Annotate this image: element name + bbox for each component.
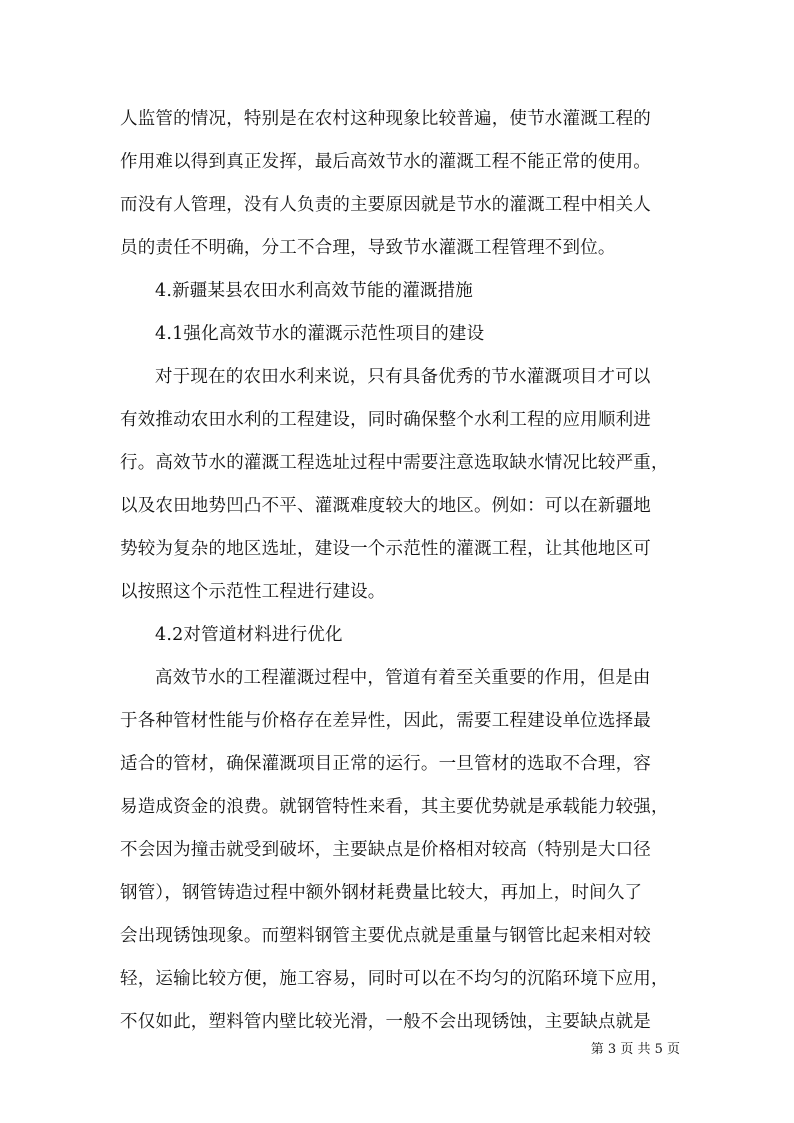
- paragraph-line: 对于现在的农田水利来说，只有具备优秀的节水灌溉项目才可以: [155, 367, 651, 387]
- paragraph-line: 以及农田地势凹凸不平、灌溉难度较大的地区。例如：可以在新疆地: [120, 496, 651, 516]
- paragraph-line: 人监管的情况，特别是在农村这种现象比较普遍，使节水灌溉工程的: [120, 109, 651, 129]
- paragraph-line: 行。高效节水的灌溉工程选址过程中需要注意选取缺水情况比较严重，: [120, 453, 669, 473]
- paragraph-line: 以按照这个示范性工程进行建设。: [120, 582, 386, 602]
- paragraph-line: 员的责任不明确，分工不合理，导致节水灌溉工程管理不到位。: [120, 238, 616, 258]
- paragraph-line: 于各种管材性能与价格存在差异性，因此，需要工程建设单位选择最: [120, 711, 651, 731]
- paragraph-line: 有效推动农田水利的工程建设，同时确保整个水利工程的应用顺利进: [120, 410, 651, 430]
- paragraph-line: 作用难以得到真正发挥，最后高效节水的灌溉工程不能正常的使用。: [120, 152, 651, 172]
- subsection-heading: 4.1强化高效节水的灌溉示范性项目的建设: [155, 324, 485, 344]
- paragraph-line: 轻，运输比较方便，施工容易，同时可以在不均匀的沉陷环境下应用，: [120, 969, 669, 989]
- subsection-heading: 4.2对管道材料进行优化: [155, 625, 343, 645]
- paragraph-line: 易造成资金的浪费。就钢管特性来看，其主要优势就是承载能力较强，: [120, 797, 669, 817]
- paragraph-line: 不会因为撞击就受到破坏，主要缺点是价格相对较高（特别是大口径: [120, 840, 651, 860]
- section-heading: 4.新疆某县农田水利高效节能的灌溉措施: [155, 281, 473, 301]
- paragraph-line: 会出现锈蚀现象。而塑料钢管主要优点就是重量与钢管比起来相对较: [120, 926, 651, 946]
- paragraph-line: 势较为复杂的地区选址，建设一个示范性的灌溉工程，让其他地区可: [120, 539, 651, 559]
- paragraph-line: 高效节水的工程灌溉过程中，管道有着至关重要的作用，但是由: [155, 668, 651, 688]
- paragraph-line: 而没有人管理，没有人负责的主要原因就是节水的灌溉工程中相关人: [120, 195, 651, 215]
- paragraph-line: 不仅如此，塑料管内壁比较光滑，一般不会出现锈蚀，主要缺点就是: [120, 1012, 651, 1032]
- page-number: 第 3 页 共 5 页: [590, 1042, 680, 1057]
- paragraph-line: 适合的管材，确保灌溉项目正常的运行。一旦管材的选取不合理，容: [120, 754, 651, 774]
- paragraph-line: 钢管），钢管铸造过程中额外钢材耗费量比较大，再加上，时间久了: [120, 883, 643, 903]
